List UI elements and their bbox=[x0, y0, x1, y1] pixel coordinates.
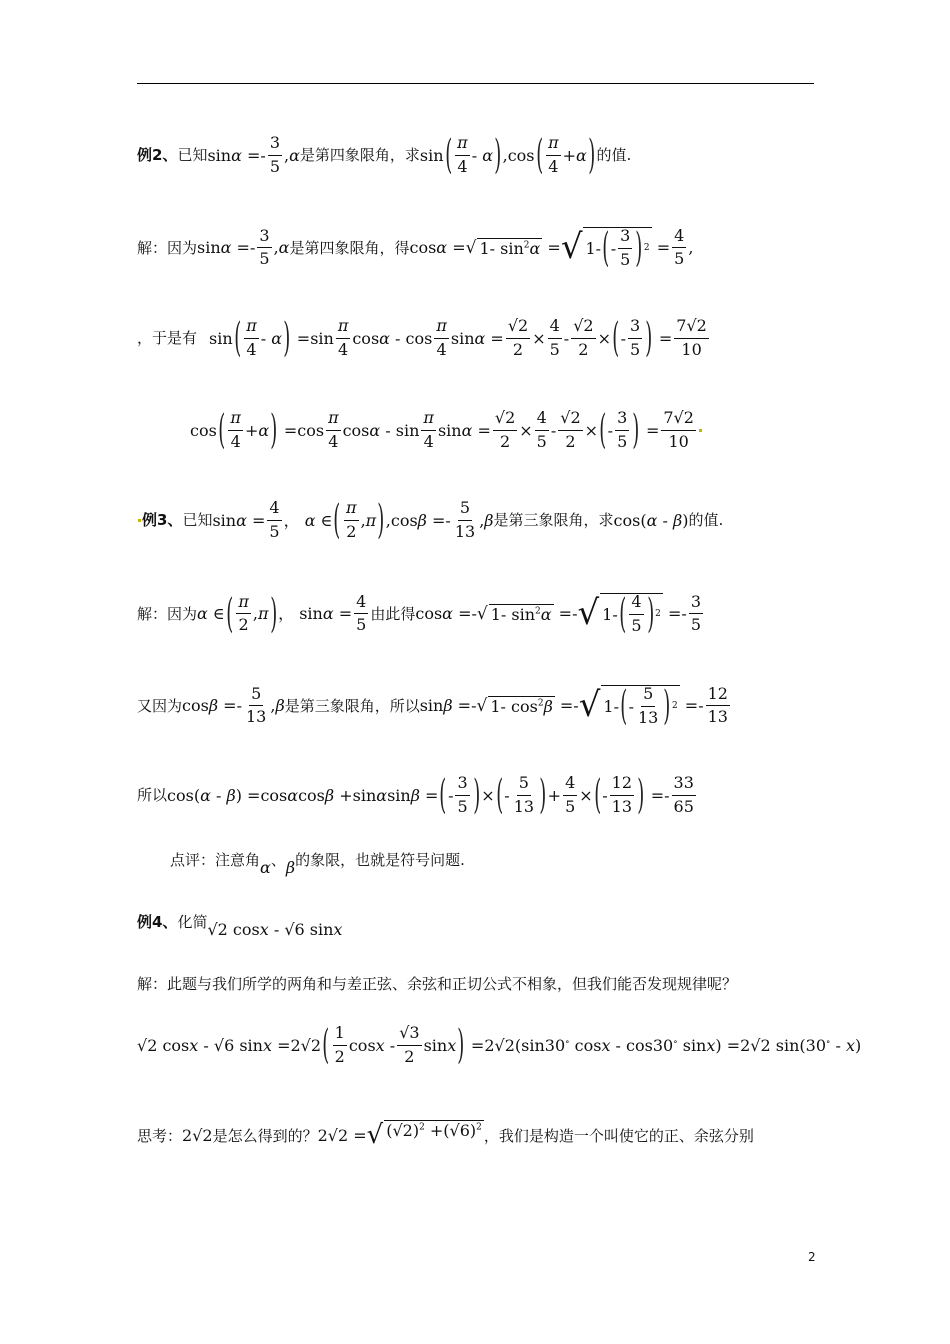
given-text: 已知 bbox=[177, 146, 208, 165]
solution-text: 所以 bbox=[137, 786, 168, 805]
example-2-solution-2: ，于是有 sin ( $\frac{\pi}{4}$ - α ) =sin $\frac{\pi}{4}$ cosα - cos $\frac{\pi}{4}$ sinα = $\frac{√2}{2}$ × $\frac{4}{5}$ - $\frac{√2}{2}$ × ( - $\frac{3}{5}$ ) = $\frac{7√2}{10}$ bbox=[137, 315, 707, 362]
statement-text: 是第三象限角，求 bbox=[493, 511, 614, 530]
solution-text: 是第四象限角，得 bbox=[289, 238, 410, 257]
example-3-statement: 例3、 已知 sinα = $\frac{4}{5}$ ， α ∈ ( $\frac{\pi}{2}$ ,π ) ,cosβ =- $\frac{5}{13}$ ,β 是第三象限角，求 cos(α - β) 的值. bbox=[137, 500, 830, 541]
fraction: $\frac{3}{5}$ bbox=[269, 133, 280, 176]
example-4-thinking: 思考： 2√2 是怎么得到的？ 2√2 = √ $(√2)^2 +(√6)^2$ ，我们是构造一个叫使它的正、余弦分别 bbox=[137, 1120, 754, 1150]
math-expression: ,α bbox=[284, 145, 300, 165]
thinking-text: 思考： bbox=[137, 1126, 183, 1145]
math-expression: = bbox=[651, 238, 671, 258]
comment-text: 点评：注意角 bbox=[170, 850, 261, 869]
example-2-solution-3: cos ( $\frac{\pi}{4}$ +α ) =cos $\frac{\pi}{4}$ cosα - sin $\frac{\pi}{4}$ sinα = $\frac{√2}{2}$ × $\frac{4}{5}$ - $\frac{√2}{2}$ × ( - $\frac{3}{5}$ ) = $\frac{7√2}{10}$ bbox=[190, 410, 830, 451]
example-2-label: 例2、 bbox=[137, 146, 178, 165]
example-4-solution-formula: √2 cosx - √6 sinx =2√2 ( $\frac{1}{2}$ cosx - $\frac{√3}{2}$ sinx ) =2√2(sin30∘ cosx - cos30∘ sinx) =2√2 sin(30∘ - x) bbox=[137, 1022, 862, 1069]
example-2-solution-1: 解：因为 sinα =- $\frac{3}{5}$ ,α 是第四象限角，得 cosα = √ 1- $\sin^2\alpha$ = √ 1- ( - $\frac{3}{5}$ ) 2 = $\frac{4}{5}$ , bbox=[137, 225, 694, 272]
solution-text: 又因为 bbox=[137, 696, 183, 715]
math-expression: - α bbox=[471, 145, 493, 165]
solution-text: ，于是有 bbox=[137, 329, 198, 348]
statement-text: 的值. bbox=[596, 146, 632, 165]
example-3-comment: 点评：注意角 α 、 β 的象限，也就是符号问题. bbox=[170, 850, 465, 877]
math-expression: = bbox=[542, 238, 561, 258]
math-expression: cosα = bbox=[409, 238, 466, 258]
example-4-label: 例4、 bbox=[137, 912, 178, 931]
example-3-label: 例3、 bbox=[142, 511, 183, 530]
statement-text: 是第四象限角，求 bbox=[299, 146, 420, 165]
comment-text: 的象限，也就是符号问题. bbox=[295, 850, 465, 869]
math-expression: ,cos bbox=[502, 145, 535, 165]
example-2-statement: 例2、 已知 sinα =- $\frac{3}{5}$ ,α 是第四象限角，求 sin ( $\frac{\pi}{4}$ - α ) ,cos ( $\frac{\pi}{4}$ +α ) 的值. bbox=[137, 132, 632, 179]
fraction: $\frac{4}{5}$ bbox=[674, 225, 685, 269]
example-3-solution-2: 又因为 cosβ =- $\frac{5}{13}$ ,β 是第三象限角，所以 sinβ =- √ 1- $\cos^2\beta$ =- √ 1- ( - $\frac{5}{13}$ ) 2 =- $\frac{12}{13}$ bbox=[137, 683, 728, 730]
math-expression: +α bbox=[562, 145, 587, 165]
math-expression: ,α bbox=[273, 238, 290, 258]
statement-text: 的值. bbox=[688, 511, 724, 530]
solution-text: 由此得 bbox=[370, 604, 416, 623]
math-expression: sinα =- bbox=[197, 238, 256, 258]
fraction: $\frac{\pi}{4}$ bbox=[548, 133, 559, 176]
example-3-solution-1: 解：因为 α ∈ ( $\frac{\pi}{2}$ ,π ) ， sinα = $\frac{4}{5}$ 由此得 cosα =- √ 1- $\sin^2\alpha$ =- √ 1- ( $\frac{4}{5}$ ) 2 =- $\frac{3}{5}$ bbox=[137, 590, 701, 638]
example-3-solution-3: 所以 cos(α - β) =cosαcosβ +sinαsinβ = ( - $\frac{3}{5}$ ) × ( - $\frac{5}{13}$ ) + $\frac{4}{5}$ × ( - $\frac{12}{13}$ ) =- $\frac{33}{65}$ bbox=[137, 772, 694, 819]
page-number: 2 bbox=[808, 1250, 816, 1264]
solution-text: 解：因为 bbox=[137, 238, 198, 257]
thinking-text: ，我们是构造一个叫使它的正、余弦分别 bbox=[483, 1126, 754, 1145]
math-expression: sin bbox=[419, 145, 444, 165]
solution-text: 是第三象限角，所以 bbox=[284, 696, 420, 715]
example-4-solution-intro bbox=[137, 975, 830, 993]
fraction: $\frac{3}{5}$ bbox=[259, 225, 270, 269]
square-root: √ 1- $\sin^2\alpha$ bbox=[465, 237, 541, 258]
comment-text: 、 bbox=[270, 850, 286, 869]
square-root: √ 1- ( - $\frac{3}{5}$ ) 2 bbox=[560, 225, 650, 272]
given-text: 已知 bbox=[182, 511, 213, 530]
fraction: $\frac{\pi}{4}$ bbox=[457, 133, 468, 176]
solution-text: 解：因为 bbox=[137, 604, 198, 623]
header-rule bbox=[137, 83, 814, 84]
task-text: 化简 bbox=[177, 912, 208, 931]
solution-text: 解：此题与我们所学的两角和与差正弦、余弦和正切公式不相象，但我们能否发现规律呢？ bbox=[137, 975, 738, 993]
example-4-statement: 例4、 化简 √2 cosx - √6 sinx bbox=[137, 912, 343, 939]
math-expression: sinα =- bbox=[207, 145, 266, 165]
thinking-text: 是怎么得到的？ bbox=[212, 1126, 318, 1145]
